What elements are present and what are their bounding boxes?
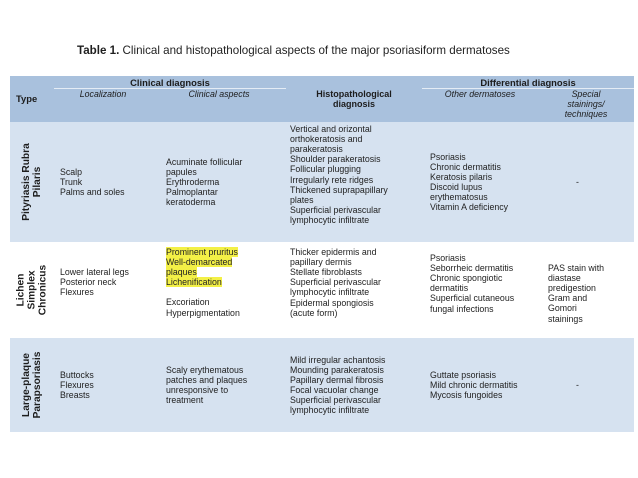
highlighted-text: plaques xyxy=(166,267,197,278)
header-histo-line: Histopathological xyxy=(316,88,392,99)
histopathology-cell xyxy=(286,338,422,432)
cell-line: Shoulder parakeratosis xyxy=(290,154,381,165)
cell-line: Papillary dermal fibrosis xyxy=(290,375,384,385)
cell-line xyxy=(166,247,286,257)
cell-line: - xyxy=(576,380,579,391)
cell-line: treatment xyxy=(166,395,204,406)
cell-line: Mild chronic dermatitis xyxy=(430,380,518,391)
cell-line: Superficial cutaneous xyxy=(430,293,515,304)
cell-line: keratoderma xyxy=(166,197,216,208)
cell-line: Mounding parakeratosis xyxy=(290,364,384,375)
highlighted-text: Well-demarcated xyxy=(166,257,233,268)
cell-line: Superficial perivascular xyxy=(290,277,381,288)
cell-line: Vertical and orizontal xyxy=(290,124,372,135)
cell-line: Gomori xyxy=(548,303,577,314)
header-localization: Localization xyxy=(54,89,152,123)
cell-line: Follicular plugging xyxy=(290,164,361,175)
cell-line: Guttate psoriasis xyxy=(430,369,497,380)
histopathology-cell xyxy=(286,245,422,335)
type-line: Parapsoriasis xyxy=(32,351,43,419)
cell-line: Excoriation xyxy=(166,297,210,308)
cell-line: Palms and soles xyxy=(60,187,125,198)
dermatoses-table xyxy=(10,76,634,432)
cell-line: Stellate fibroblasts xyxy=(290,267,362,278)
cell-line: Mycosis fungoides xyxy=(430,390,503,401)
cell-line: erythematosus xyxy=(430,192,488,203)
row-type-cell xyxy=(10,245,54,335)
cell-line: plates xyxy=(290,194,314,205)
caption-text: Clinical and histopathological aspects of the major psoriasiform dermatoses xyxy=(122,44,510,57)
header-differential-diagnosis: Differential diagnosis xyxy=(422,76,634,89)
cell-line: Epidermal spongiosis xyxy=(290,297,374,308)
highlighted-text: Prominent pruritus xyxy=(166,247,238,258)
cell-line: parakeratosis xyxy=(290,144,343,155)
cell-line: fungal infections xyxy=(430,303,494,314)
cell-line: diastase xyxy=(548,273,581,284)
row-type-label xyxy=(16,265,49,315)
table-row xyxy=(10,338,634,432)
special-stainings-cell xyxy=(538,245,634,335)
cell-line: Chronic spongiotic xyxy=(430,273,503,284)
cell-line: Flexures xyxy=(60,287,94,298)
cell-line: - xyxy=(576,177,579,188)
cell-line: Scaly erythematous xyxy=(166,364,244,375)
table-caption xyxy=(77,44,510,57)
localization-cell xyxy=(54,122,152,242)
header-special-line: techniques xyxy=(564,109,608,120)
cell-line: Keratosis pilaris xyxy=(430,172,493,182)
cell-line: unresponsive to xyxy=(166,385,229,396)
cell-line: lymphocytic infiltrate xyxy=(290,214,370,225)
type-line: Pityriasis Rubra xyxy=(21,143,32,221)
cell-line: Mild irregular achantosis xyxy=(290,354,386,365)
other-dermatoses-cell xyxy=(422,122,538,242)
cell-line: Acuminate follicular xyxy=(166,156,243,167)
other-dermatoses-cell xyxy=(422,338,538,432)
histopathology-cell xyxy=(286,122,422,242)
clinical-aspects-cell xyxy=(152,122,286,242)
localization-cell xyxy=(54,338,152,432)
localization-cell xyxy=(54,245,152,335)
cell-line: Thickened suprapapillary xyxy=(290,184,388,195)
row-type-cell xyxy=(10,338,54,432)
cell-line: dermatitis xyxy=(430,283,469,294)
cell-line xyxy=(166,257,286,267)
header-row-groups xyxy=(10,76,634,89)
header-histopathological xyxy=(286,76,422,122)
cell-line: Lower lateral legs xyxy=(60,267,129,278)
cell-line: Hyperpigmentation xyxy=(166,307,240,318)
header-histo-line: diagnosis xyxy=(332,99,375,110)
header-special-line: stainings/ xyxy=(567,99,605,110)
cell-line: Seborrheic dermatitis xyxy=(430,263,514,274)
cell-line: Psoriasis xyxy=(430,253,466,264)
cell-line: Posterior neck xyxy=(60,277,117,288)
cell-line xyxy=(166,267,286,277)
cell-line: Psoriasis xyxy=(430,151,466,162)
cell-line: Trunk xyxy=(60,177,83,188)
cell-line: lymphocytic infiltrate xyxy=(290,405,370,416)
header-other-dermatoses: Other dermatoses xyxy=(422,89,538,123)
cell-line: Vitamin A deficiency xyxy=(430,202,509,213)
type-line: Lichen xyxy=(15,273,27,307)
cell-line: (acute form) xyxy=(290,307,338,318)
header-clinical-aspects: Clinical aspects xyxy=(152,89,286,123)
cell-line: Focal vacuolar change xyxy=(290,385,379,396)
cell-line: orthokeratosis and xyxy=(290,134,363,145)
special-stainings-cell xyxy=(538,338,634,432)
cell-line: patches and plaques xyxy=(166,375,248,385)
cell-line: predigestion xyxy=(548,283,596,294)
special-stainings-cell xyxy=(538,122,634,242)
header-special-line: Special xyxy=(571,89,601,100)
cell-spacer xyxy=(166,287,286,297)
clinical-aspects-cell xyxy=(152,338,286,432)
cell-line: papillary dermis xyxy=(290,257,352,268)
type-line: Pilaris xyxy=(32,166,43,198)
type-line: Simplex xyxy=(26,270,38,310)
header-special-stainings xyxy=(538,89,634,123)
cell-line: Irregularly rete ridges xyxy=(290,174,374,185)
highlighted-text: Lichenification xyxy=(166,277,222,288)
cell-line: Breasts xyxy=(60,390,90,401)
type-line: Large-plaque xyxy=(21,353,32,418)
cell-line: stainings xyxy=(548,313,583,324)
cell-line: Discoid lupus xyxy=(430,182,483,193)
table-row xyxy=(10,245,634,335)
clinical-aspects-cell xyxy=(152,245,286,335)
other-dermatoses-cell xyxy=(422,245,538,335)
cell-line: PAS stain with xyxy=(548,263,605,274)
cell-line: Erythroderma xyxy=(166,177,220,188)
cell-line: lymphocytic infiltrate xyxy=(290,287,370,298)
cell-line: Superficial perivascular xyxy=(290,395,381,406)
cell-line: Superficial perivascular xyxy=(290,204,381,215)
row-type-label xyxy=(21,143,43,221)
caption-label: Table 1. xyxy=(77,44,120,57)
cell-line: Scalp xyxy=(60,166,83,177)
type-line: Chronicus xyxy=(37,264,49,316)
cell-line: Chronic dermatitis xyxy=(430,161,501,172)
cell-line: Palmoplantar xyxy=(166,187,218,198)
cell-line: Gram and xyxy=(548,293,588,304)
row-type-cell xyxy=(10,122,54,242)
row-type-label xyxy=(21,352,43,419)
cell-line xyxy=(166,277,286,287)
cell-line: papules xyxy=(166,166,197,177)
cell-line: Buttocks xyxy=(60,369,94,380)
cell-line: Flexures xyxy=(60,380,94,391)
table-row xyxy=(10,122,634,242)
header-clinical-diagnosis: Clinical diagnosis xyxy=(54,76,286,89)
cell-line: Thicker epidermis and xyxy=(290,247,377,258)
header-type: Type xyxy=(10,76,54,122)
